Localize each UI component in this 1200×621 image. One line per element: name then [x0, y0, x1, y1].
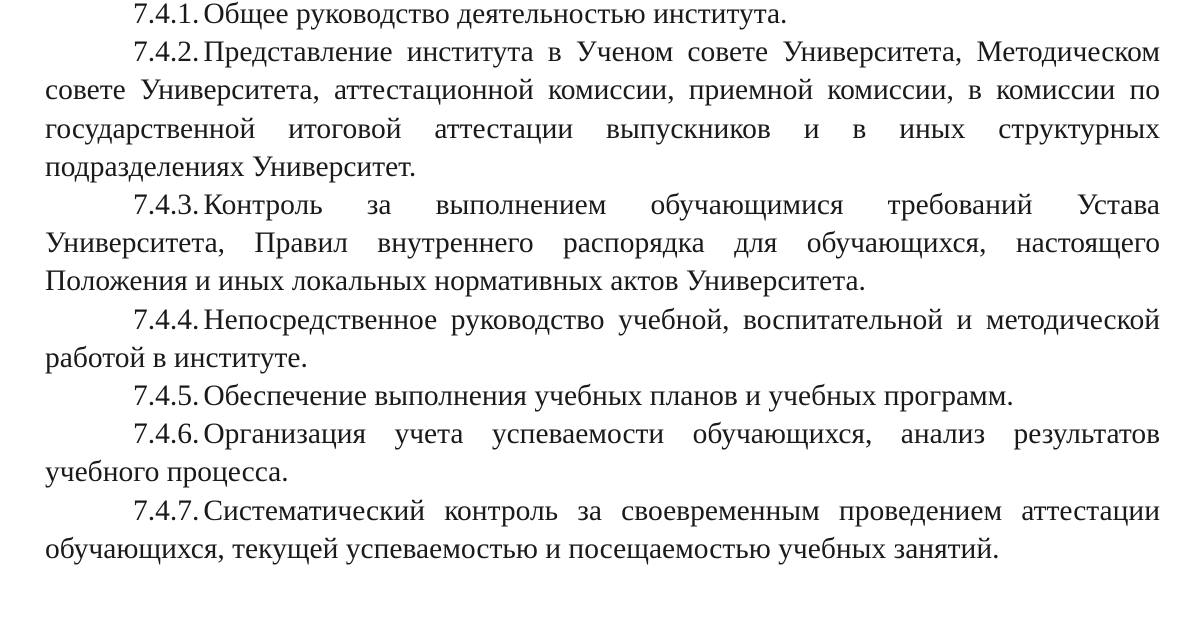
clause-7-4-4: [45, 301, 1160, 377]
clause-7-4-1: [45, 0, 1160, 33]
clause-number: 7.4.3.: [133, 189, 200, 222]
clause-number: 7.4.1.: [133, 0, 200, 30]
clause-text: Организация учета успеваемости обучающихся, анализ результатов учебного процесса.: [45, 418, 1160, 489]
clause-7-4-7: [45, 492, 1160, 568]
clause-7-4-3: [45, 186, 1160, 301]
clause-text: Обеспечение выполнения учебных планов и учебных программ.: [203, 380, 1014, 413]
clause-7-4-5: [45, 377, 1160, 415]
clause-text: Контроль за выполнением обучающимися требований Устава Университета, Правил внутреннего распорядка для обучающихся, настоящего Положения и иных локальных нормативных актов Университета.: [45, 189, 1160, 298]
clause-number: 7.4.2.: [133, 36, 200, 69]
clause-7-4-2: [45, 33, 1160, 186]
clause-7-4-6: [45, 415, 1160, 491]
clause-text: Общее руководство деятельностью института.: [203, 0, 788, 30]
clause-text: Систематический контроль за своевременным проведением аттестации обучающихся, текущей успеваемостью и посещаемостью учебных занятий.: [45, 494, 1160, 565]
clause-number: 7.4.4.: [133, 303, 200, 336]
document-body: [45, 0, 1160, 568]
clause-text: Представление института в Ученом совете Университета, Методическом совете Университета, аттестационной комиссии, приемной комиссии, в комиссии по государственной итоговой аттестации выпускников и в иных структурных подразделениях Университет.: [45, 36, 1160, 183]
clause-number: 7.4.7.: [133, 494, 200, 527]
clause-number: 7.4.5.: [133, 380, 200, 413]
clause-text: Непосредственное руководство учебной, воспитательной и методической работой в институте.: [45, 303, 1160, 374]
clause-number: 7.4.6.: [133, 418, 200, 451]
